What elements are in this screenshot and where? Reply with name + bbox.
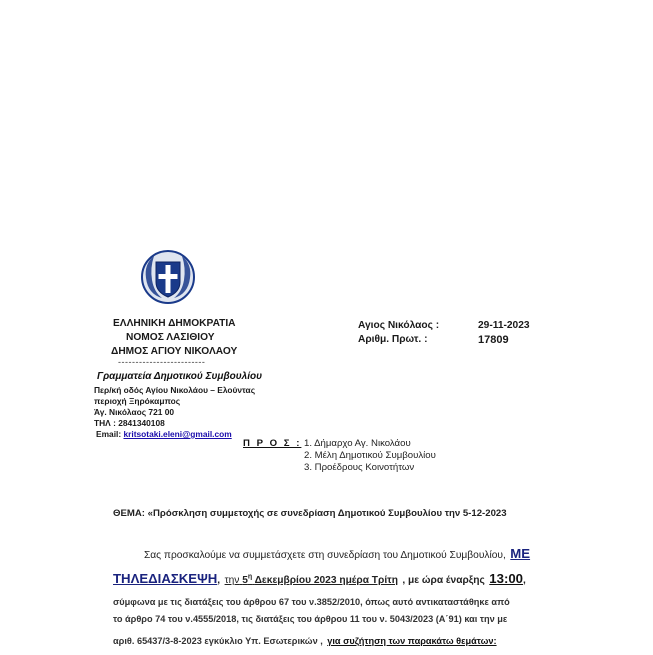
recipients-label: Π Ρ Ο Σ : bbox=[243, 438, 302, 449]
body-time: 13:00 bbox=[489, 571, 524, 586]
subject-line: ΘΕΜΑ: «Πρόσκληση συμμετοχής σε συνεδρίαση Δημοτικού Συμβουλίου την 5-12-2023 bbox=[113, 508, 507, 519]
body-line-2 bbox=[113, 570, 526, 588]
document-date: 29-11-2023 bbox=[478, 320, 530, 331]
body-text: , bbox=[523, 575, 526, 586]
body-text: , με ώρα έναρξης bbox=[402, 575, 485, 586]
body-emphasis: ΤΗΛΕΔΙΑΣΚΕΨΗ bbox=[113, 571, 218, 586]
body-text: την bbox=[224, 575, 240, 586]
sender-country: ΕΛΛΗΝΙΚΗ ΔΗΜΟΚΡΑΤΙΑ bbox=[113, 318, 236, 329]
body-day: 5 bbox=[242, 575, 248, 586]
phone-number: ΤΗΛ : 2841340108 bbox=[94, 418, 165, 428]
body-sup: η bbox=[247, 573, 253, 581]
recipient-item: 2. Μέλη Δημοτικού Συμβουλίου bbox=[304, 450, 436, 461]
sender-prefecture: ΝΟΜΟΣ ΛΑΣΙΘΙΟΥ bbox=[126, 332, 215, 343]
protocol-label: Αριθμ. Πρωτ. : bbox=[358, 334, 428, 345]
body-text: , bbox=[217, 575, 221, 586]
body-emphasis: ΜΕ bbox=[510, 546, 531, 561]
body-date: Δεκεμβρίου 2023 ημέρα Τρίτη bbox=[254, 575, 398, 586]
recipient-item: 3. Προέδρους Κοινοτήτων bbox=[304, 462, 415, 473]
protocol-number: 17809 bbox=[478, 334, 509, 346]
address-line-3: Άγ. Νικόλαος 721 00 bbox=[94, 407, 175, 417]
address-line-1: Περ/κή οδός Αγίου Νικολάου – Ελούντας bbox=[94, 385, 256, 395]
body-line-4: το άρθρο 74 του ν.4555/2018, τις διατάξεις του άρθρου 11 του ν. 5043/2023 (Α΄91) και την με bbox=[113, 614, 508, 624]
email-link[interactable]: kritsotaki.eleni@gmail.com bbox=[123, 429, 232, 439]
body-text: για συζήτηση των παρακάτω θεμάτων: bbox=[327, 636, 497, 646]
body-line-5 bbox=[113, 631, 497, 649]
greek-coat-of-arms-icon bbox=[140, 248, 196, 304]
body-line-3: σύμφωνα με τις διατάξεις του άρθρου 67 του ν.3852/2010, όπως αυτό αντικαταστάθηκε από bbox=[113, 597, 510, 607]
address-line-2: περιοχή Ξηρόκαμπος bbox=[94, 396, 181, 406]
email-line bbox=[96, 429, 232, 439]
body-text: αριθ. 65437/3-8-2023 εγκύκλιο Υπ. Εσωτερικών , bbox=[113, 636, 323, 646]
separator: ------------------------- bbox=[118, 357, 206, 367]
recipient-item: 1. Δήμαρχο Αγ. Νικολάου bbox=[304, 438, 411, 449]
body-text: Σας προσκαλούμε να συμμετάσχετε στη συνεδρίαση του Δημοτικού Συμβουλίου, bbox=[144, 550, 506, 561]
email-label: Email: bbox=[96, 429, 122, 439]
body-line-1 bbox=[144, 545, 530, 563]
place-label: Αγιος Νικόλαος : bbox=[358, 320, 440, 331]
sender-municipality: ΔΗΜΟΣ ΑΓΙΟΥ ΝΙΚΟΛΑΟΥ bbox=[111, 346, 238, 357]
office-name: Γραμματεία Δημοτικού Συμβουλίου bbox=[97, 371, 263, 382]
body-text bbox=[239, 575, 398, 586]
